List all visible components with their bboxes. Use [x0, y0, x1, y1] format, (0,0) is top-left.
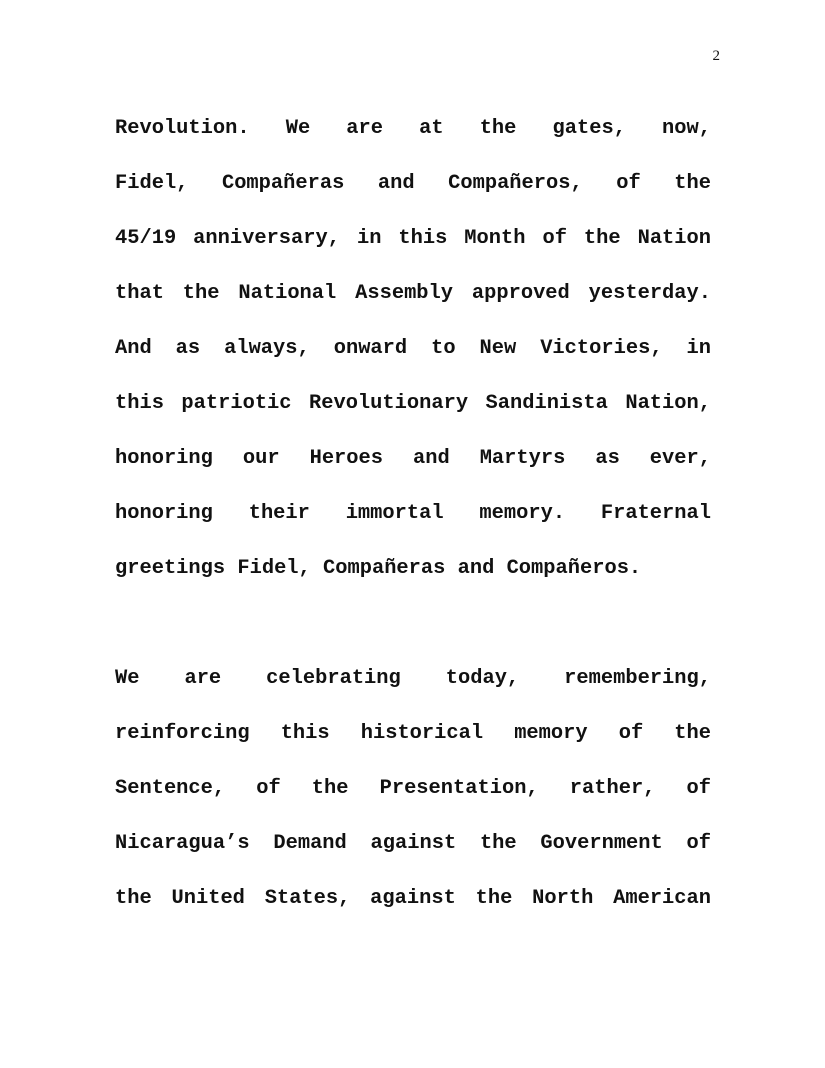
- text-line: honoring their immortal memory. Fraternal: [115, 502, 711, 525]
- paragraph-1: [115, 114, 711, 609]
- text-line: reinforcing this historical memory of the: [115, 722, 711, 745]
- paragraph-2: [115, 664, 711, 939]
- page-number: 2: [712, 48, 720, 64]
- text-line: 45/19 anniversary, in this Month of the Nation: [115, 227, 711, 250]
- text-line: Nicaragua’s Demand against the Government of: [115, 832, 711, 855]
- text-line: Revolution. We are at the gates, now,: [115, 117, 711, 140]
- text-line: that the National Assembly approved yesterday.: [115, 282, 711, 305]
- text-line: this patriotic Revolutionary Sandinista Nation,: [115, 392, 711, 415]
- text-line: greetings Fidel, Compañeras and Compañeros.: [115, 557, 642, 580]
- text-line: Sentence, of the Presentation, rather, of: [115, 777, 711, 800]
- text-line: Fidel, Compañeras and Compañeros, of the: [115, 172, 711, 195]
- text-line: honoring our Heroes and Martyrs as ever,: [115, 447, 711, 470]
- text-line: And as always, onward to New Victories, in: [115, 337, 711, 360]
- text-line: the United States, against the North American: [115, 887, 711, 910]
- text-line: We are celebrating today, remembering,: [115, 667, 711, 690]
